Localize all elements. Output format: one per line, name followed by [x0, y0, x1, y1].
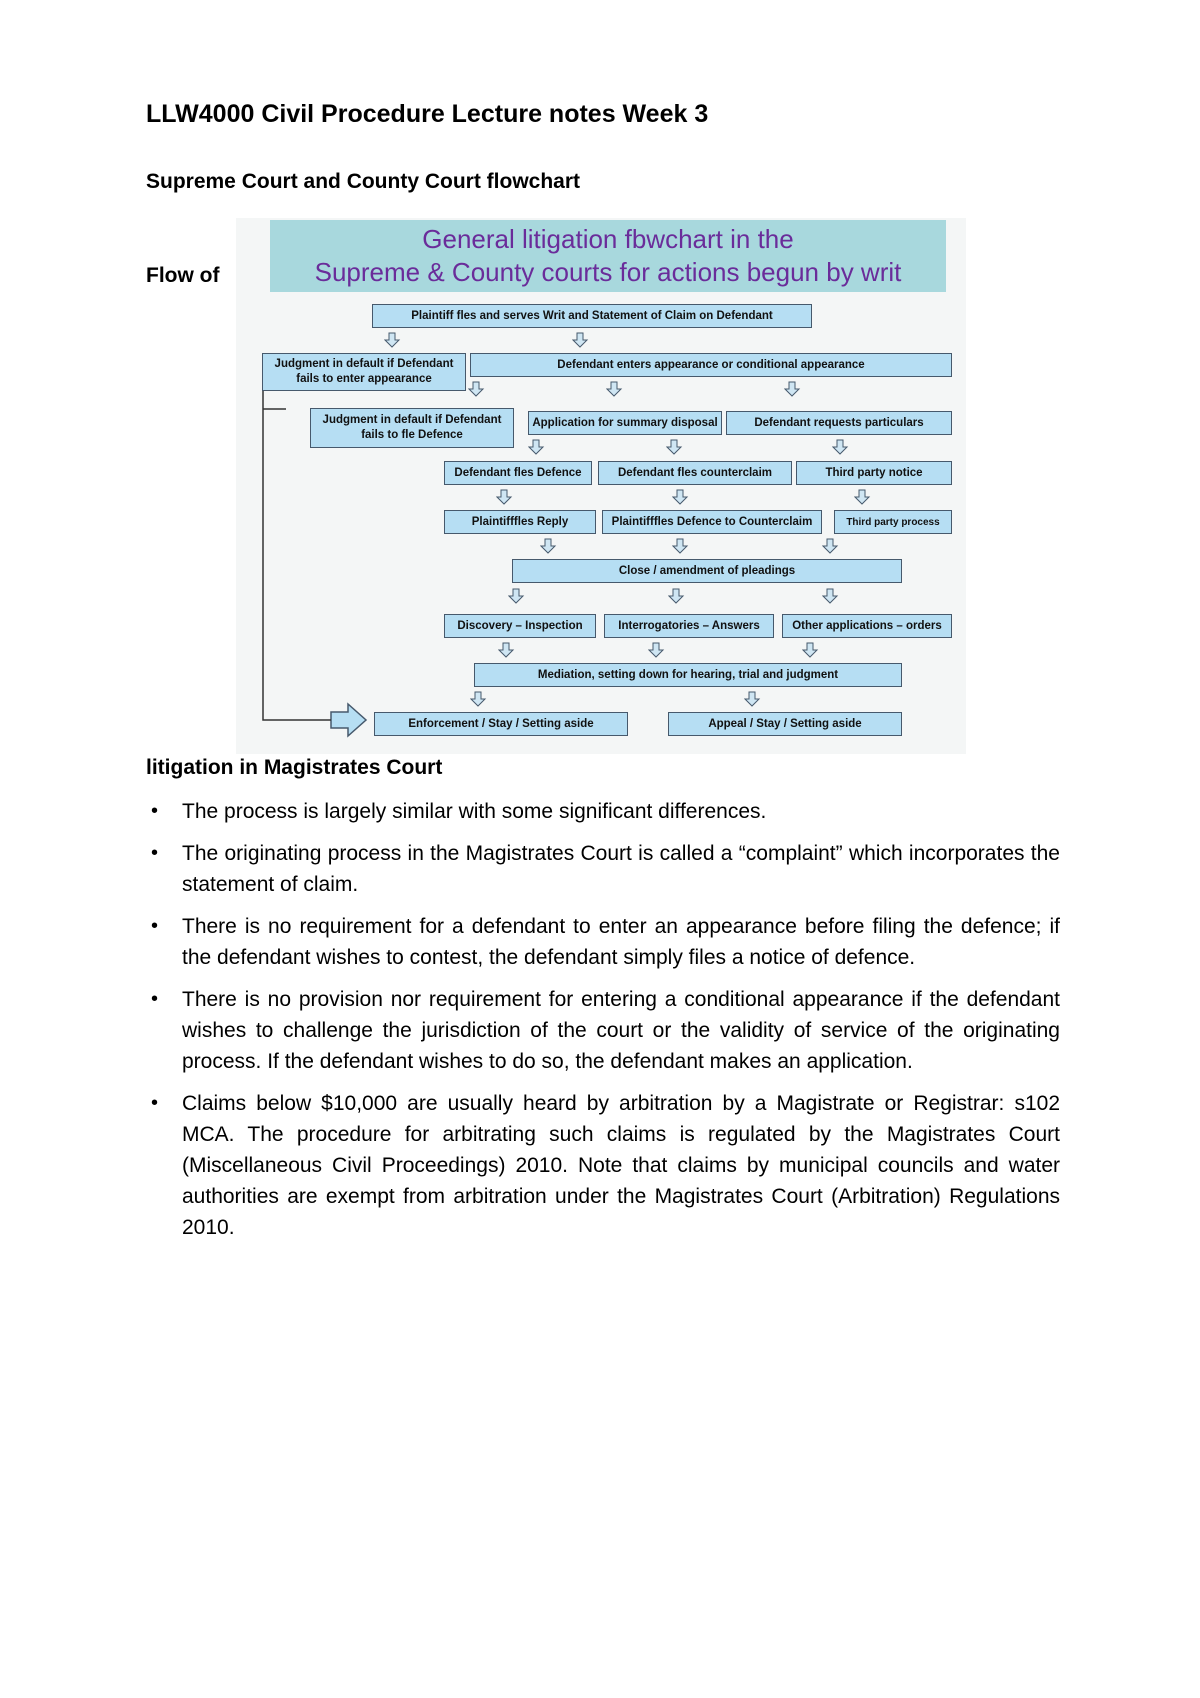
- node-discovery: Discovery – Inspection: [444, 614, 596, 638]
- down-arrow-icon: [468, 381, 486, 397]
- node-judgment-default-appearance: Judgment in default if Defendant fails to enter appearance: [262, 353, 466, 391]
- down-arrow-icon: [832, 439, 850, 455]
- list-item: • The originating process in the Magistrates Court is called a “complaint” which incorporates the statement of claim.: [146, 838, 1060, 900]
- down-arrow-icon: [666, 439, 684, 455]
- node-enforcement: Enforcement / Stay / Setting aside: [374, 712, 628, 736]
- list-item: • There is no provision nor requirement for entering a conditional appearance if the defendant wishes to challenge the jurisdiction of the court or the validity of service of the originating process. If the defendant wishes to do so, the defendant makes an application.: [146, 984, 1060, 1077]
- node-third-party-notice: Third party notice: [796, 461, 952, 485]
- down-arrow-icon: [508, 588, 526, 604]
- list-item: • Claims below $10,000 are usually heard by arbitration by a Magistrate or Registrar: s102 MCA. The procedure for arbitrating such claims is regulated by the Magistrates Court (Miscellaneous Civil Proceedings) 2010. Note that claims by municipal councils and water authorities are exempt from arbitration under the Magistrates Court (Arbitration) Regulations 2010.: [146, 1088, 1060, 1243]
- node-plaintiff-reply: Plaintifffles Reply: [444, 510, 596, 534]
- flow-of-label: Flow of: [146, 264, 220, 287]
- down-arrow-icon: [802, 642, 820, 658]
- down-arrow-icon: [470, 691, 488, 707]
- down-arrow-icon: [854, 489, 872, 505]
- magistrates-heading: litigation in Magistrates Court: [146, 756, 443, 779]
- list-item: • The process is largely similar with some significant differences.: [146, 796, 1060, 827]
- node-mediation: Mediation, setting down for hearing, trial and judgment: [474, 663, 902, 687]
- node-appeal: Appeal / Stay / Setting aside: [668, 712, 902, 736]
- down-arrow-icon: [496, 489, 514, 505]
- node-close-pleadings: Close / amendment of pleadings: [512, 559, 902, 583]
- flowchart-title-line2: Supreme & County courts for actions begun by writ: [314, 257, 902, 287]
- document-title: LLW4000 Civil Procedure Lecture notes Week 3: [146, 100, 709, 128]
- node-files-counterclaim: Defendant fles counterclaim: [598, 461, 792, 485]
- down-arrow-icon: [784, 381, 802, 397]
- magistrates-bullet-list: [146, 796, 1060, 1254]
- bullet-icon: •: [151, 1092, 159, 1114]
- bullet-icon: •: [151, 915, 159, 937]
- down-arrow-icon: [606, 381, 624, 397]
- flowchart-title-line1: General litigation fbwchart in the: [422, 224, 794, 254]
- enforcement-arrow-icon: [331, 704, 366, 736]
- down-arrow-icon: [744, 691, 762, 707]
- bullet-icon: •: [151, 842, 159, 864]
- node-defendant-enters-appearance: Defendant enters appearance or conditional appearance: [470, 353, 952, 377]
- litigation-flowchart: [236, 218, 966, 754]
- down-arrow-icon: [528, 439, 546, 455]
- node-summary-disposal: Application for summary disposal: [528, 411, 722, 435]
- node-files-defence: Defendant fles Defence: [444, 461, 592, 485]
- down-arrow-icon: [648, 642, 666, 658]
- down-arrow-icon: [668, 588, 686, 604]
- bullet-icon: •: [151, 988, 159, 1010]
- node-plaintiff-files: Plaintiff fles and serves Writ and Statement of Claim on Defendant: [372, 304, 812, 328]
- bullet-icon: •: [151, 800, 159, 822]
- flowchart-heading: Supreme Court and County Court flowchart: [146, 170, 581, 193]
- down-arrow-icon: [672, 489, 690, 505]
- node-third-party-process: Third party process: [834, 510, 952, 534]
- down-arrow-icon: [540, 538, 558, 554]
- down-arrow-icon: [822, 538, 840, 554]
- list-item: • There is no requirement for a defendant to enter an appearance before filing the defence; if the defendant wishes to contest, the defendant simply files a notice of defence.: [146, 911, 1060, 973]
- down-arrow-icon: [822, 588, 840, 604]
- node-requests-particulars: Defendant requests particulars: [726, 411, 952, 435]
- down-arrow-icon: [498, 642, 516, 658]
- node-interrogatories: Interrogatories – Answers: [604, 614, 774, 638]
- down-arrow-icon: [572, 332, 590, 348]
- down-arrow-icon: [672, 538, 690, 554]
- node-other-applications: Other applications – orders: [782, 614, 952, 638]
- node-judgment-default-defence: Judgment in default if Defendant fails to fle Defence: [310, 408, 514, 448]
- down-arrow-icon: [384, 332, 402, 348]
- node-defence-to-counterclaim: Plaintifffles Defence to Counterclaim: [602, 510, 822, 534]
